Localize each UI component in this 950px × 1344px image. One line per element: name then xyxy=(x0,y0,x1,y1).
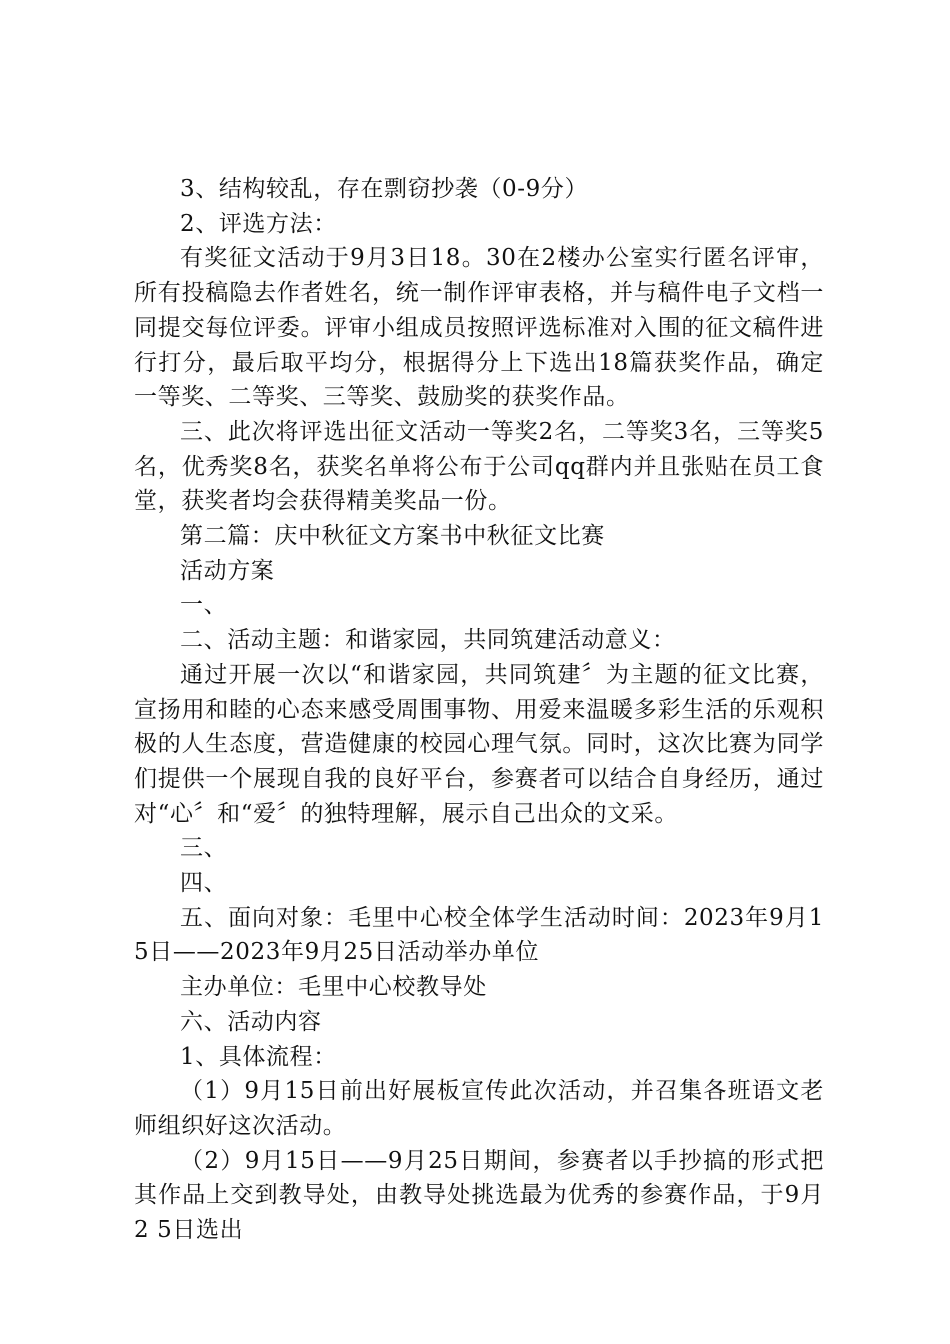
paragraph-scoring-criteria-3: 3、结构较乱，存在剽窃抄袭（0-9分） xyxy=(180,176,589,202)
paragraph-process-step-1: （1）9月15日前出好展板宣传此次活动，并召集各班语文老师组织好这次活动。 xyxy=(134,1078,824,1139)
paragraph-target-and-time: 五、面向对象：毛里中心校全体学生活动时间：2023年9月15日——2023年9月25日活动举办单位 xyxy=(134,904,824,966)
paragraph-section-three: 三、 xyxy=(180,835,228,862)
paragraph-activity-significance: 通过开展一次以“和谐家园，共同筑建〞为主题的征文比赛，宣扬用和睦的心态来感受周围事物、用爱来温暖多彩生活的乐观积极的人生态度，营造健康的校园心理气氛。同时，这次比赛为同学们提供一个展现自我的良好平台，参赛者可以结合自身经历，通过对“心〞和“爱〞的独特理解，展示自己出众的文采。 xyxy=(134,661,824,827)
paragraph-process-step-2: （2）9月15日——9月25日期间，参赛者以手抄搞的形式把其作品上交到教导处，由教导处挑选最为优秀的参赛作品，于9月2 5日选出 xyxy=(134,1147,824,1244)
paragraph-organizer: 主办单位：毛里中心校教导处 xyxy=(180,974,487,1001)
paragraph-section-four: 四、 xyxy=(180,870,228,897)
paragraph-activity-plan: 活动方案 xyxy=(180,557,275,584)
paragraph-awards: 三、此次将评选出征文活动一等奖2名，二等奖3名，三等奖5名，优秀奖8名，获奖名单将公布于公司qq群内并且张贴在员工食堂，获奖者均会获得精美奖品一份。 xyxy=(134,418,824,515)
document-body xyxy=(134,172,824,1248)
paragraph-activity-theme: 二、活动主题：和谐家园，共同筑建活动意义： xyxy=(180,627,676,654)
paragraph-process-heading: 1、具体流程： xyxy=(180,1043,337,1070)
paragraph-section-one: 一、 xyxy=(180,592,228,619)
paragraph-selection-method-heading: 2、评选方法： xyxy=(180,210,337,237)
paragraph-selection-method: 有奖征文活动于9月3日18。30在2楼办公室实行匿名评审，所有投稿隐去作者姓名，统一制作评审表格，并与稿件电子文档一同提交每位评委。评审小组成员按照评选标准对入围的征文稿件进行打分，最后取平均分，根据得分上下选出18篇获奖作品，确定一等奖、二等奖、三等奖、鼓励奖的获奖作品。 xyxy=(134,245,824,411)
paragraph-part-two-title: 第二篇：庆中秋征文方案书中秋征文比赛 xyxy=(180,523,605,550)
paragraph-activity-content: 六、活动内容 xyxy=(180,1008,322,1035)
